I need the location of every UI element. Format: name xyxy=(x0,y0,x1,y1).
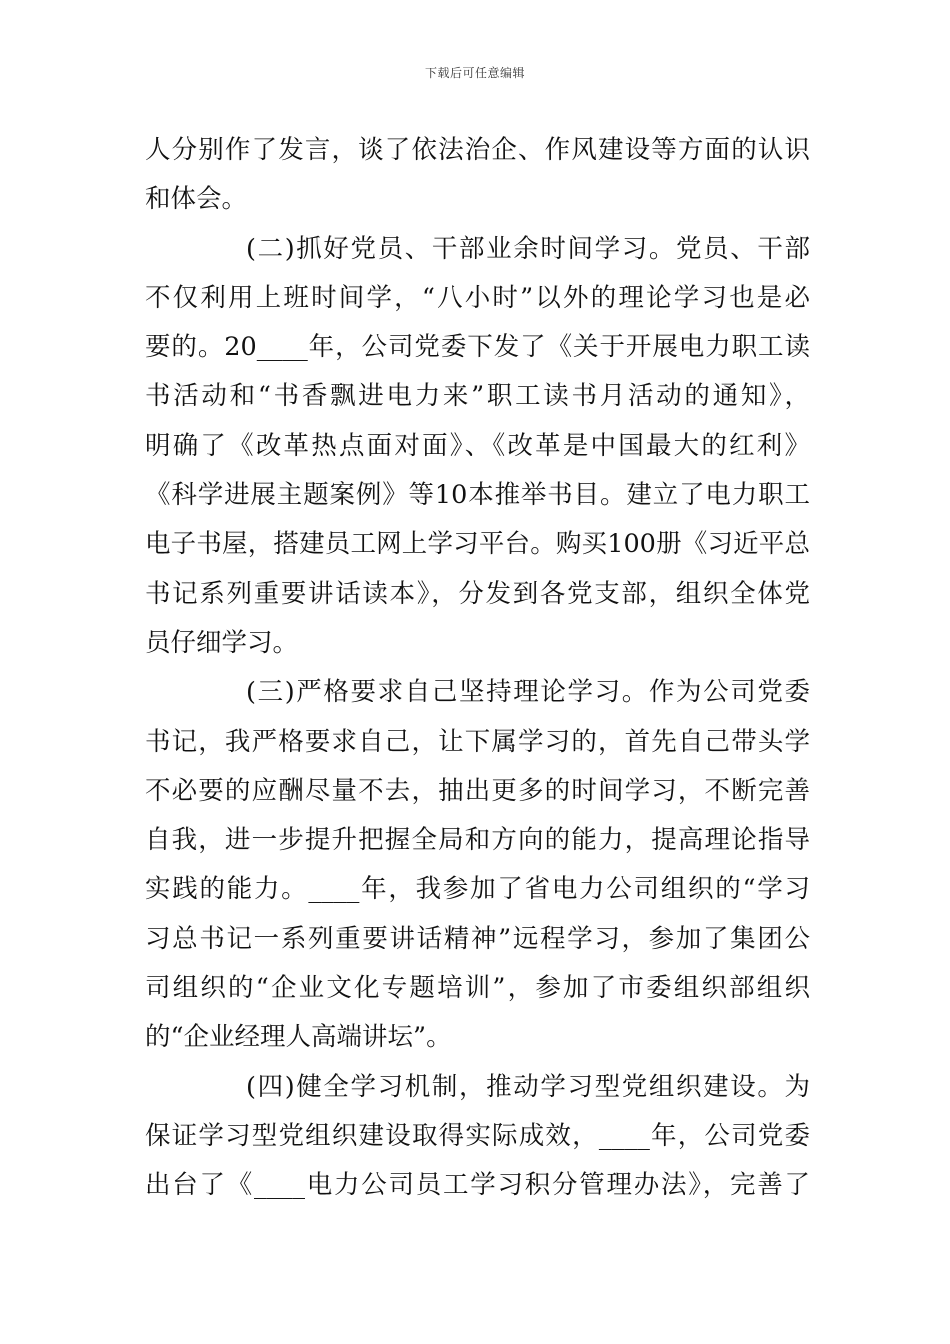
document-body xyxy=(145,126,810,1211)
text-line: 自我，进一步提升把握全局和方向的能力，提高理论指导 xyxy=(145,825,810,856)
paragraph-first-line: (三)严格要求自己坚持理论学习。作为公司党委 xyxy=(246,677,810,708)
text-line: 不必要的应酬尽量不去，抽出更多的时间学习，不断完善 xyxy=(145,775,810,806)
text-line: 和体会。 xyxy=(145,184,248,215)
text-line: 《科学进展主题案例》等10本推举书目。建立了电力职工 xyxy=(145,480,810,511)
text-line: 习总书记一系列重要讲话精神”远程学习，参加了集团公 xyxy=(145,923,810,954)
text-line: 不仅利用上班时间学，“八小时”以外的理论学习也是必 xyxy=(145,282,810,313)
text-line: 员仔细学习。 xyxy=(145,627,299,658)
text-line: 明确了《改革热点面对面》、《改革是中国最大的红利》 xyxy=(145,430,810,461)
text-line: 书记系列重要讲话读本》，分发到各党支部，组织全体党 xyxy=(145,578,810,609)
text-line: 书活动和“书香飘进电力来”职工读书月活动的通知》， xyxy=(145,381,810,412)
text-line: 人分别作了发言，谈了依法治企、作风建设等方面的认识 xyxy=(145,135,810,165)
text-line: 保证学习型党组织建设取得实际成效，____年，公司党委 xyxy=(145,1120,810,1151)
paragraph-first-line: (二)抓好党员、干部业余时间学习。党员、干部 xyxy=(246,233,810,264)
paragraph-first-line: (四)健全学习机制，推动学习型党组织建设。为 xyxy=(246,1071,810,1102)
text-line: 司组织的“企业文化专题培训”，参加了市委组织部组织 xyxy=(145,973,810,1004)
text-line: 要的。20____年，公司党委下发了《关于开展电力职工读 xyxy=(145,332,810,363)
text-line: 电子书屋，搭建员工网上学习平台。购买100册《习近平总 xyxy=(145,529,810,560)
text-line: 实践的能力。____年，我参加了省电力公司组织的“学习 xyxy=(145,874,810,905)
text-line: 出台了《____电力公司员工学习积分管理办法》，完善了 xyxy=(145,1170,810,1201)
text-line: 的“企业经理人高端讲坛”。 xyxy=(145,1022,452,1053)
text-line: 书记，我严格要求自己，让下属学习的，首先自己带头学 xyxy=(145,726,810,757)
page-header: 下载后可任意编辑 xyxy=(424,66,525,80)
